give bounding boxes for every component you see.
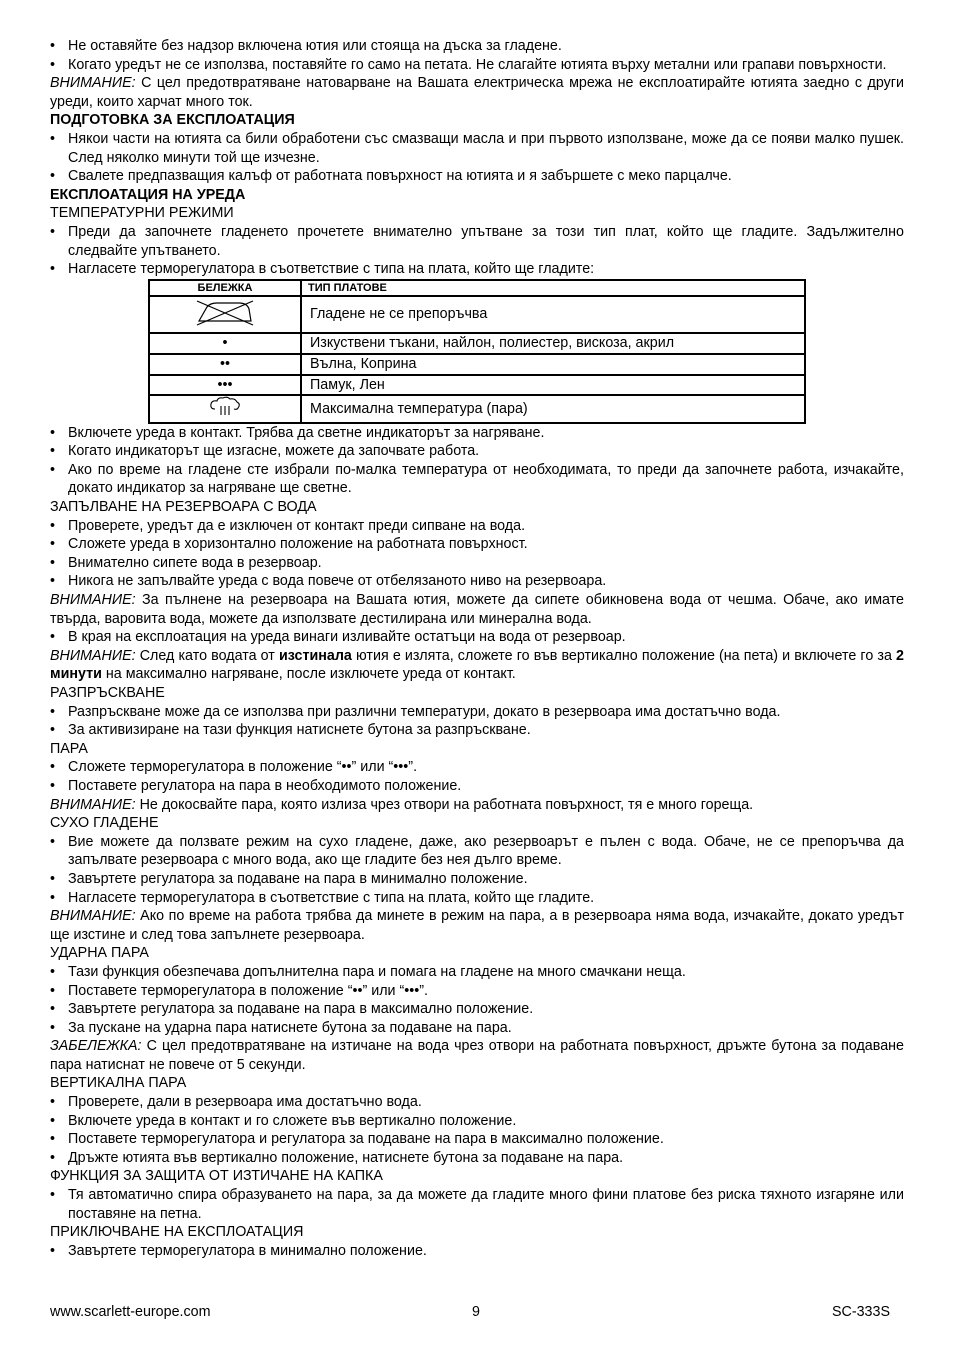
model-number: SC-333S (831, 1304, 890, 1320)
page-number: 9 (472, 1304, 480, 1320)
list-item: • Включете уреда в контакт и го сложете във вертикално положение. (50, 1112, 517, 1129)
list-item: • Завъртете регулатора за подаване на пара в минимално положение. (50, 870, 528, 887)
subsection-heading: ПРИКЛЮЧВАНЕ НА ЕКСПЛОАТАЦИЯ (50, 1224, 304, 1241)
section-heading: ЕКСПЛОАТАЦИЯ НА УРЕДА (50, 186, 246, 203)
warning-note: ВНИМАНИЕ: След като водата от изстинала ютия е излята, сложете го във вертикално положение (на пета) и включете го за 2 минути на максимално нагряване, после изключете уреда от контакт. (50, 647, 904, 683)
table-cell: Изкуствени тъкани, найлон, полиестер, вискоза, акрил (301, 333, 805, 354)
list-item: • Тя автоматично спира образуването на пара, за да можете да гладите много фини платове без риска тяхното изгаряне или поставяне на петна. (50, 1187, 904, 1222)
list-item: • Нагласете терморегулатора в съответствие с типа на плата, който ще гладите: (50, 261, 595, 278)
table-header-type: ТИП ПЛАТОВЕ (301, 280, 805, 296)
warning-note: ВНИМАНИЕ: С цел предотвратяване натоварване на Вашата електрическа мрежа не експлоатирайте ютията заедно с други уреди, които харчат много ток. (50, 75, 904, 110)
page-content (50, 37, 904, 1260)
table-cell: Памук, Лен (301, 375, 805, 396)
list-item: • Никога не запълвайте уреда с вода повече от отбелязаното ниво на резервоара. (50, 573, 607, 590)
list-item: • Когато индикаторът ще изгасне, можете да започвате работа. (50, 443, 480, 460)
list-item: • Някои части на ютията са били обработени със смазващи масла и при първото използване, може да се появи малко пушек. След няколко минути той ще изчезне. (50, 130, 904, 166)
warning-note: ВНИМАНИЕ: Не докосвайте пара, която излиза чрез отвори на работната повърхност, тя е много гореща. (50, 796, 754, 813)
subsection-heading: ВЕРТИКАЛНА ПАРА (50, 1075, 187, 1092)
list-item: • Вие можете да ползвате режим на сухо гладене, даже, ако резервоарът е пълен с вода. Обаче, не се препоръчва да запълвате резервоара с много вода, ако ще гладите без нея дълго време. (50, 833, 904, 869)
subsection-heading: ПАРА (50, 740, 88, 757)
no-ironing-icon (149, 296, 301, 334)
list-item: • Ако по време на гладене сте избрали по-малка температура от необходимата, то преди да започнете работа, изчакайте, докато индикатор за нагряване ще светне. (50, 461, 904, 497)
list-item: • За пускане на ударна пара натиснете бутона за подаване на пара. (50, 1019, 512, 1036)
subsection-heading: ЗАПЪЛВАНЕ НА РЕЗЕРВОАРА С ВОДА (50, 499, 317, 516)
warning-note: ВНИМАНИЕ: За пълнене на резервоара на Вашата ютия, можете да сипете обикновена вода от чешма. Обаче, ако имате твърда, варовита вода, можете да използвате дестилирана или минерална вода. (50, 592, 904, 627)
list-item: • За активизиране на тази функция натиснете бутона за разпръскване. (50, 722, 531, 739)
list-item: • Дръжте ютията във вертикално положение, натиснете бутона за подаване на пара. (50, 1149, 624, 1166)
list-item: • Завъртете терморегулатора в минимално положение. (50, 1242, 427, 1259)
subsection-heading: УДАРНА ПАРА (50, 945, 149, 962)
dot-symbol: ••• (149, 375, 301, 396)
list-item: • Сложете терморегулатора в положение “••” или “•••”. (50, 759, 418, 776)
list-item: • Поставете регулатора на пара в необходимото положение. (50, 777, 462, 794)
list-item: • Проверете, уредът да е изключен от контакт преди сипване на вода. (50, 517, 526, 534)
list-item: • Поставете терморегулатора в положение “••” или “•••”. (50, 982, 429, 999)
subsection-heading: ТЕМПЕРАТУРНИ РЕЖИМИ (50, 205, 234, 222)
table-header-note: БЕЛЕЖКА (149, 280, 301, 296)
list-item: • Разпръскване може да се използва при различни температури, докато в резервоара има достатъчно вода. (50, 703, 781, 720)
subsection-heading: ФУНКЦИЯ ЗА ЗАЩИТА ОТ ИЗТИЧАНЕ НА КАПКА (50, 1168, 383, 1185)
table-cell: Максимална температура (пара) (301, 395, 805, 423)
footer-website: www.scarlett-europe.com (50, 1304, 211, 1320)
list-item: • Завъртете регулатора за подаване на пара в максимално положение. (50, 1001, 534, 1018)
list-item: • Не оставяйте без надзор включена ютия или стояща на дъска за гладене. (50, 38, 562, 54)
dot-symbol: •• (149, 354, 301, 375)
section-heading: ПОДГОТОВКА ЗА ЕКСПЛОАТАЦИЯ (50, 112, 295, 129)
list-item: • Внимателно сипете вода в резервоар. (50, 554, 322, 571)
dot-symbol: • (149, 333, 301, 354)
list-item: • Преди да започнете гладенето прочетете внимателно упътване за този тип плат, който ще гладите. Задължително следвайте упътването. (50, 223, 904, 259)
table-cell: Вълна, Коприна (301, 354, 805, 375)
list-item: • Включете уреда в контакт. Трябва да светне индикаторът за нагряване. (50, 424, 545, 441)
subsection-heading: СУХО ГЛАДЕНЕ (50, 815, 159, 832)
subsection-heading: РАЗПРЪСКВАНЕ (50, 685, 165, 701)
list-item: • Когато уредът не се използва, поставяйте го само на петата. Не слагайте ютията върху метални или грапави повърхности. (50, 56, 887, 73)
list-item: • Тази функция обезпечава допълнителна пара и помага на гладене на много смачкани неща. (50, 963, 686, 980)
list-item: • В края на експлоатация на уреда винаги изливайте остатъци на вода от резервоар. (50, 629, 626, 646)
table-cell: Гладене не се препоръчва (301, 296, 805, 334)
list-item: • Нагласете терморегулатора в съответствие с типа на плата, който ще гладите. (50, 889, 595, 906)
list-item: • Поставете терморегулатора и регулатора за подаване на пара в максимално положение. (50, 1131, 664, 1148)
list-item: • Сложете уреда в хоризонтално положение на работната повърхност. (50, 536, 528, 553)
list-item: • Проверете, дали в резервоара има достатъчно вода. (50, 1094, 422, 1111)
fabric-temperature-table (148, 279, 806, 424)
list-item: • Свалете предпазващия калъф от работната повърхност на ютията и я забършете с меко парцалче. (50, 168, 732, 185)
steam-cloud-icon (149, 395, 301, 423)
warning-note: ВНИМАНИЕ: Ако по време на работа трябва да минете в режим на пара, а в резервоара няма вода, изчакайте, докато уредът ще изстине и след това запълнете резервоара. (50, 908, 904, 943)
warning-note: ЗАБЕЛЕЖКА: С цел предотвратяване на изтичане на вода чрез отвори на работната повърхност, дръжте бутона за подаване пара натиснат не повече от 5 секунди. (50, 1038, 904, 1073)
